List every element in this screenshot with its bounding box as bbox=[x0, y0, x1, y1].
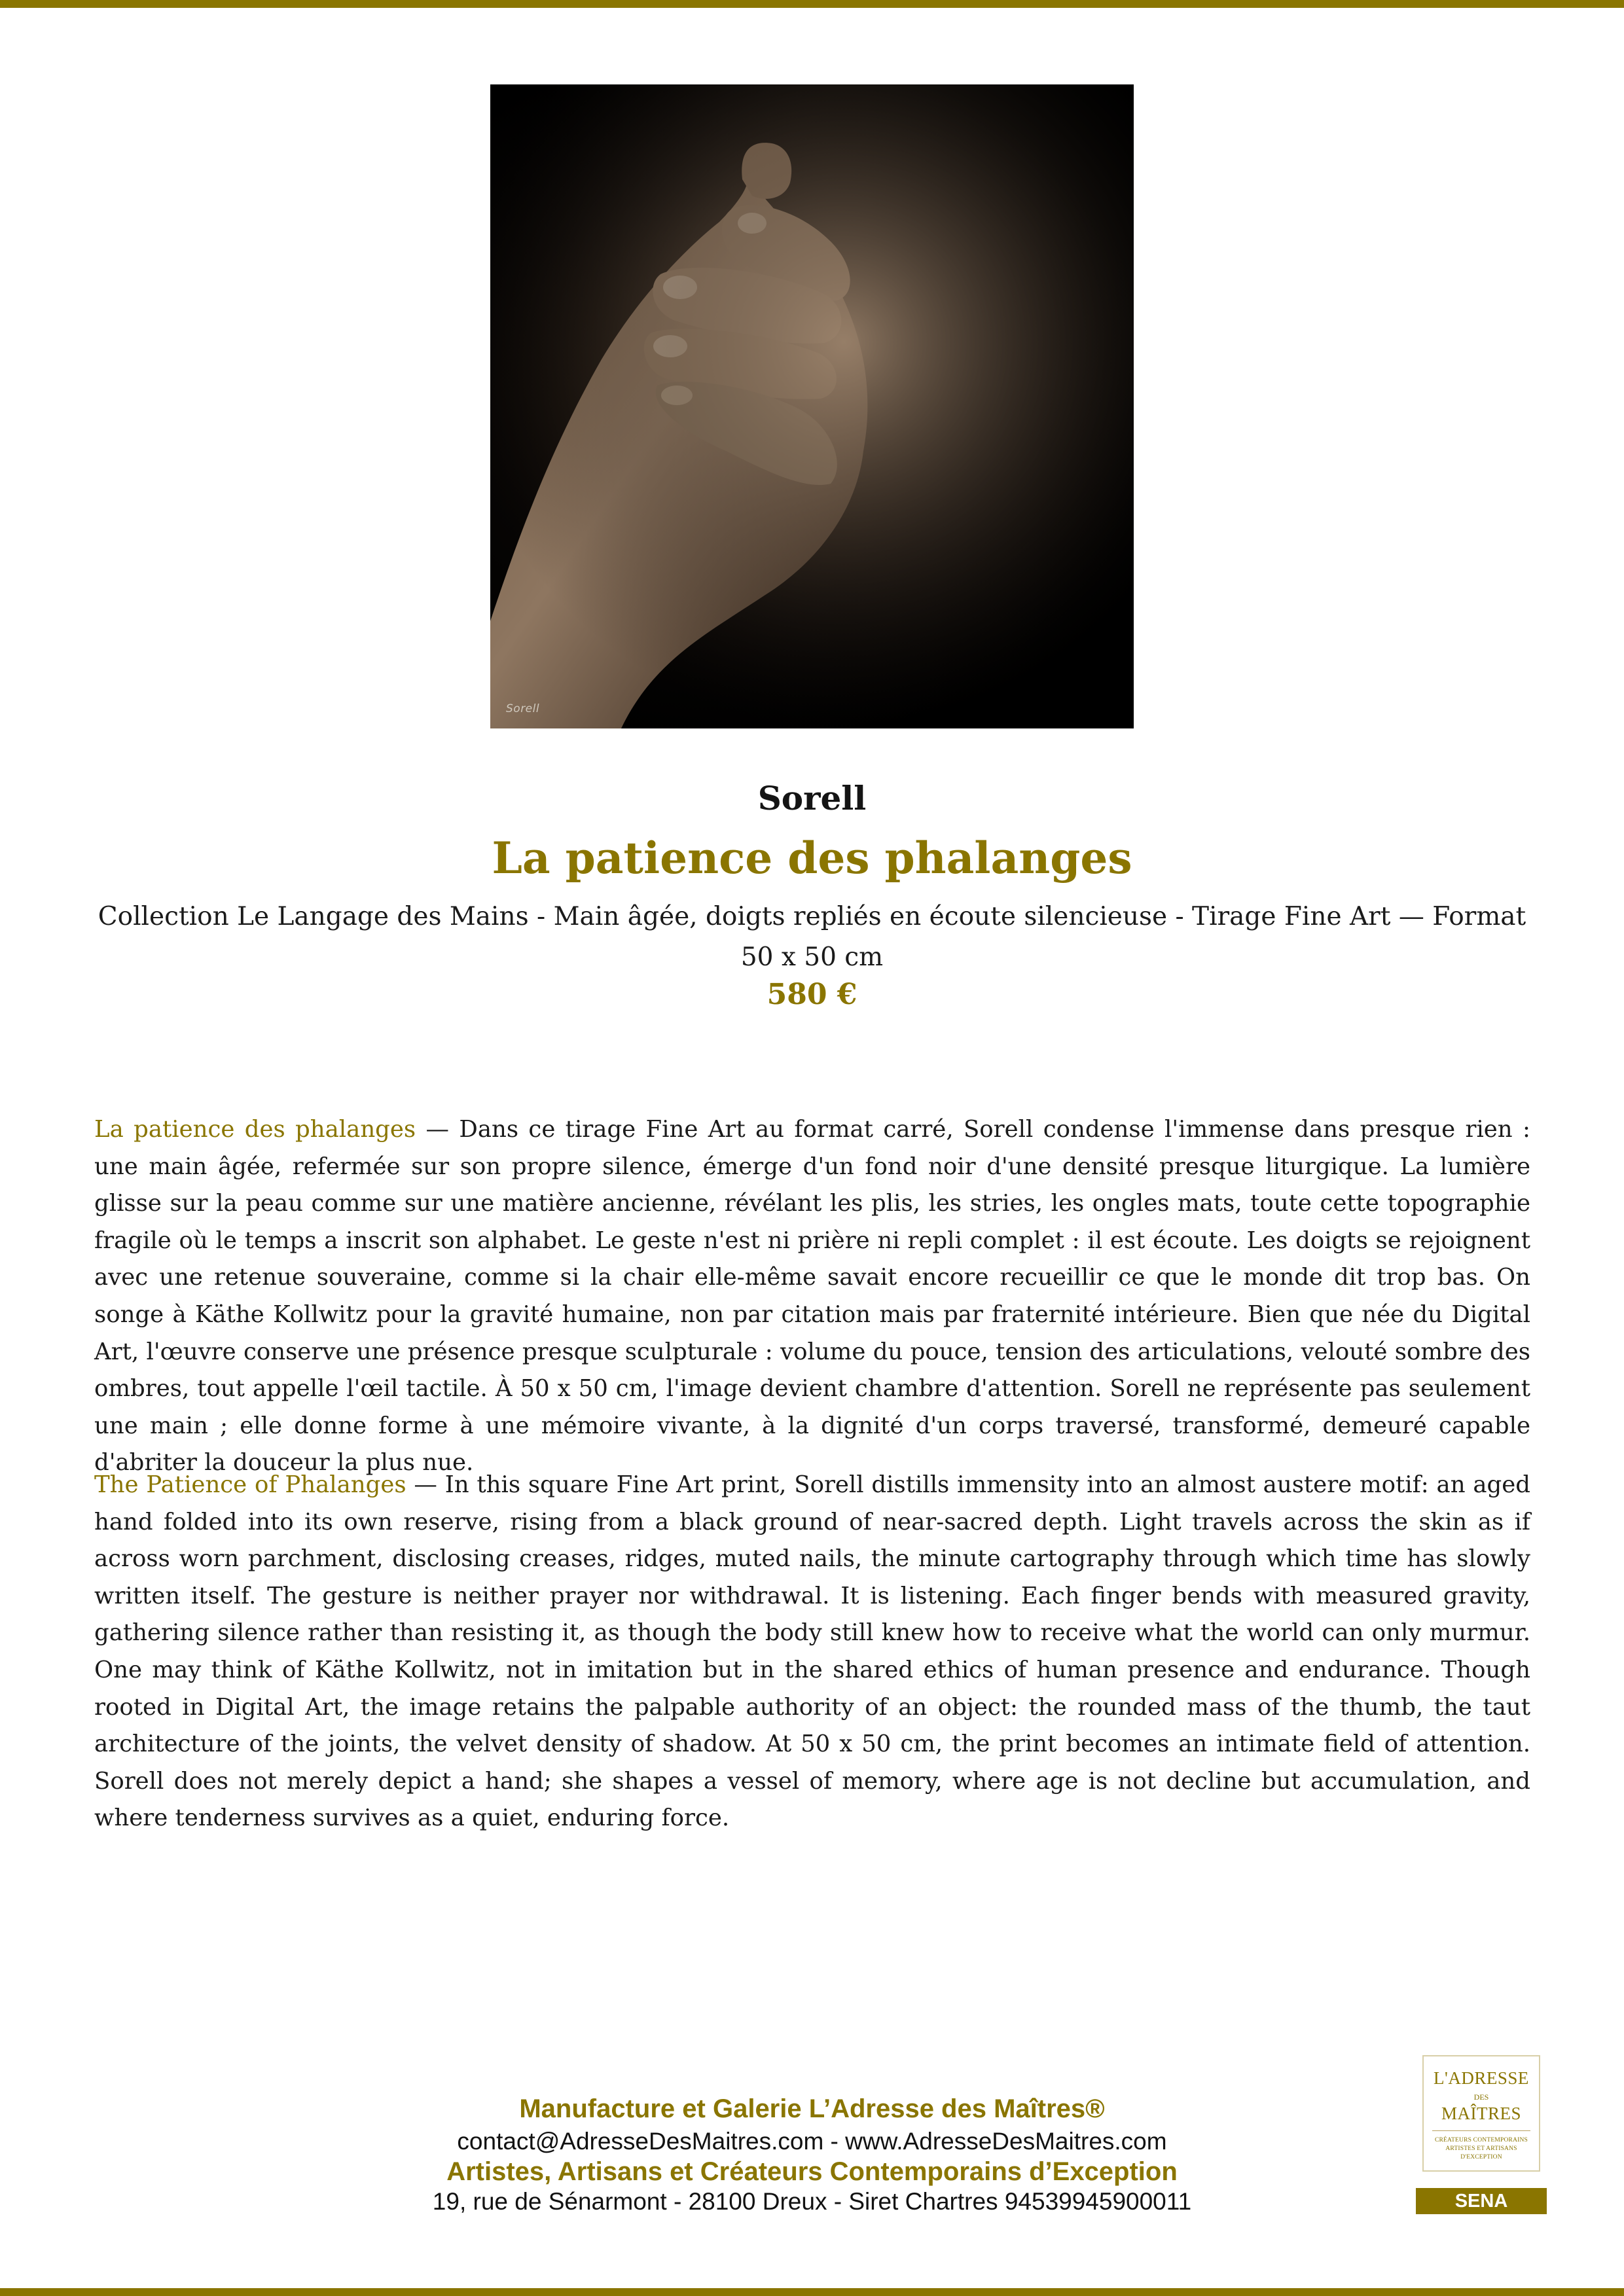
footer-address: 19, rue de Sénarmont - 28100 Dreux - Siret Chartres 94539945900011 bbox=[432, 2188, 1192, 2215]
description-french bbox=[94, 1111, 1530, 1482]
description-french-lead: La patience des phalanges bbox=[94, 1116, 416, 1143]
sena-badge: SENA bbox=[1416, 2188, 1547, 2214]
description-english bbox=[94, 1467, 1530, 1837]
logo-line-2: DES bbox=[1473, 2092, 1489, 2102]
description-english-text: — In this square Fine Art print, Sorell distills immensity into an almost austere motif: an aged hand folded into its own reserve, rising from a black ground of near-sacred depth. Light travels across the skin as if across worn parchment, disclosing creases, ridges, muted nails, the minute cartography through which time has slowly written itself. The gesture is neither prayer nor withdrawal. It is listening. Each finger bends with measured gravity, gathering silence rather than resisting it, as though the body still knew how to receive what the world can only murmur. One may think of Käthe Kollwitz, not in imitation but in the shared ethics of human presence and endurance. Though rooted in Digital Art, the image retains the palpable authority of an object: the rounded mass of the thumb, the taut architecture of the joints, the velvet density of shadow. At 50 x 50 cm, the print becomes an intimate field of attention. Sorell does not merely depict a hand; she shapes a vessel of memory, where age is not decline but accumulation, and where tenderness survives as a quiet, enduring force. bbox=[94, 1471, 1530, 1832]
top-accent-bar bbox=[0, 0, 1624, 8]
description-english-lead: The Patience of Phalanges bbox=[94, 1471, 406, 1498]
artwork-image bbox=[490, 84, 1134, 728]
logo-divider bbox=[1432, 2130, 1530, 2131]
logo-line-1: L'ADRESSE bbox=[1434, 2068, 1529, 2088]
artist-name: Sorell bbox=[757, 779, 867, 817]
artist-signature: Sorell bbox=[506, 702, 540, 715]
gallery-logo bbox=[1422, 2055, 1540, 2172]
footer-company: Manufacture et Galerie L’Adresse des Maîtres® bbox=[519, 2094, 1105, 2123]
logo-line-3: MAÎTRES bbox=[1441, 2104, 1521, 2123]
logo-sub-3: D'EXCEPTION bbox=[1460, 2154, 1502, 2161]
bottom-accent-bar bbox=[0, 2288, 1624, 2296]
footer-contact[interactable]: contact@AdresseDesMaitres.com - www.AdresseDesMaitres.com bbox=[457, 2128, 1167, 2155]
footer-tagline: Artistes, Artisans et Créateurs Contemporains d’Exception bbox=[446, 2157, 1178, 2186]
footer bbox=[0, 2093, 1624, 2216]
logo-sub-2: ARTISTES ET ARTISANS bbox=[1445, 2145, 1517, 2152]
hand-illustration bbox=[490, 84, 1134, 728]
artwork-subtitle: Collection Le Langage des Mains - Main âgée, doigts repliés en écoute silencieuse - Tirage Fine Art — Format 50 x 50 cm bbox=[98, 902, 1526, 972]
logo-sub-1: CRÉATEURS CONTEMPORAINS bbox=[1434, 2137, 1528, 2144]
artwork-price: 580 € bbox=[767, 978, 857, 1011]
artwork-title: La patience des phalanges bbox=[492, 833, 1132, 884]
description-french-text: — Dans ce tirage Fine Art au format carré, Sorell condense l'immense dans presque rien : une main âgée, refermée sur son propre silence, émerge d'un fond noir d'une densité presque liturgique. La lumière glisse sur la peau comme sur une matière ancienne, révélant les plis, les stries, les ongles mats, toute cette topographie fragile où le temps a inscrit son alphabet. Le geste n'est ni prière ni repli complet : il est écoute. Les doigts se rejoignent avec une retenue souveraine, comme si la chair elle-même savait encore recueillir ce que le monde dit trop bas. On songe à Käthe Kollwitz pour la gravité humaine, non par citation mais par fraternité intérieure. Bien que née du Digital Art, l'œuvre conserve une présence presque sculpturale : volume du pouce, tension des articulations, velouté sombre des ombres, tout appelle l'œil tactile. À 50 x 50 cm, l'image devient chambre d'attention. Sorell ne représente pas seulement une main ; elle donne forme à une mémoire vivante, à la dignité d'un corps traversé, transformé, demeuré capable d'abriter la douceur la plus nue. bbox=[94, 1116, 1530, 1477]
